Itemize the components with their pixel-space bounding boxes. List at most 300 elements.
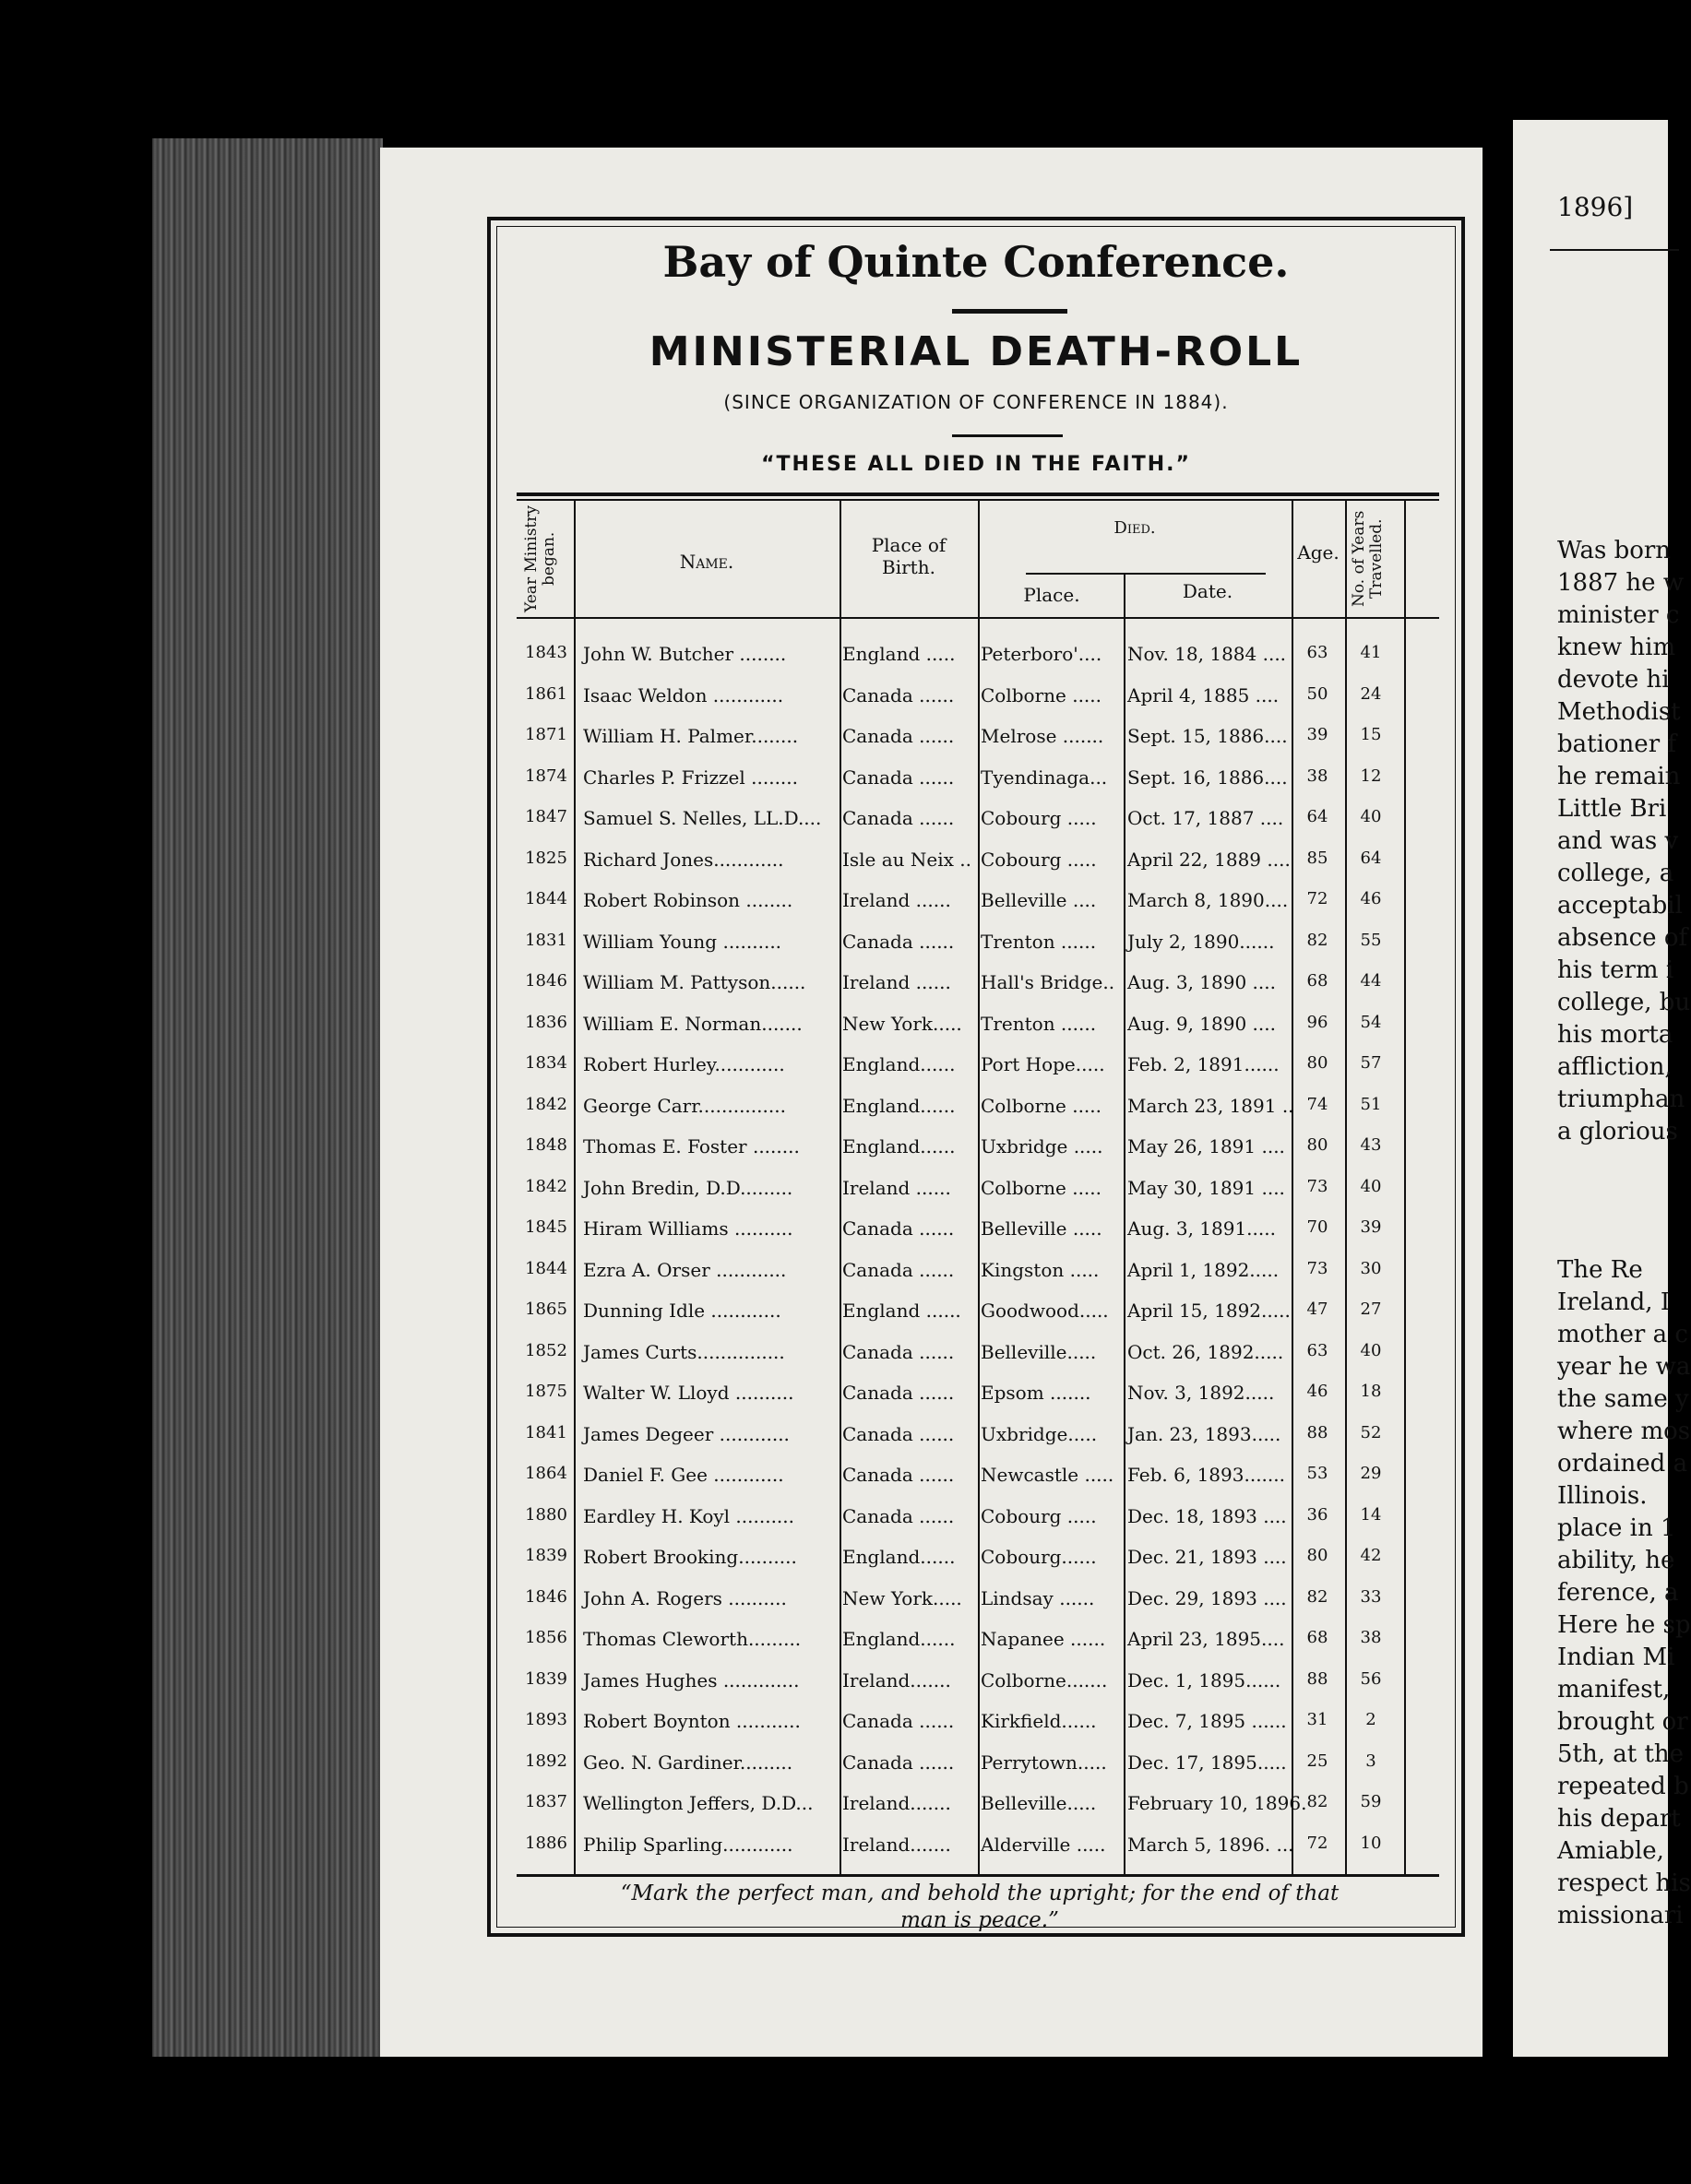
- cell-date: Dec. 18, 1893 ....: [1127, 1504, 1287, 1527]
- cell-date: April 23, 1895....: [1127, 1628, 1285, 1650]
- cell-place: Trenton ......: [981, 930, 1097, 953]
- cell-year: 1834: [525, 1053, 567, 1073]
- cell-name: Walter W. Lloyd ..........: [583, 1382, 794, 1404]
- conference-title: Bay of Quinte Conference.: [662, 237, 1290, 287]
- cell-place: Belleville ....: [981, 889, 1097, 911]
- subtitle-rule: [952, 434, 1063, 437]
- cell-year: 1874: [525, 766, 567, 786]
- cell-birth: Ireland.......: [842, 1792, 951, 1814]
- main-title: MINISTERIAL DEATH-ROLL: [649, 328, 1304, 375]
- cell-years: 18: [1360, 1382, 1382, 1401]
- table-row: [517, 675, 1439, 716]
- cell-years: 55: [1360, 930, 1382, 950]
- cell-years: 40: [1360, 807, 1382, 826]
- cell-years: 39: [1360, 1217, 1382, 1237]
- cell-date: April 4, 1885 ....: [1127, 683, 1280, 706]
- cell-birth: Ireland ......: [842, 1176, 951, 1199]
- cell-name: Geo. N. Gardiner.........: [583, 1751, 793, 1774]
- cell-year: 1836: [525, 1012, 567, 1032]
- right-page-line: he remain: [1557, 763, 1681, 790]
- cell-age: 82: [1306, 930, 1328, 950]
- cell-birth: Canada ......: [842, 1710, 955, 1732]
- cell-year: 1843: [525, 643, 567, 662]
- cell-place: Perrytown.....: [981, 1751, 1107, 1774]
- right-page-line: where mos: [1557, 1418, 1691, 1445]
- right-page-header: 1896]: [1557, 192, 1634, 222]
- cell-age: 46: [1306, 1382, 1328, 1401]
- right-page-line: minister c: [1557, 601, 1680, 629]
- cell-birth: Canada ......: [842, 683, 955, 706]
- cell-age: 53: [1306, 1464, 1328, 1483]
- cell-date: March 8, 1890....: [1127, 889, 1289, 911]
- cell-birth: England......: [842, 1094, 956, 1117]
- died-subheader-rule: [1026, 573, 1266, 575]
- right-page-line: ordained a: [1557, 1450, 1688, 1478]
- right-page-line: Was born: [1557, 537, 1672, 564]
- cell-year: 1825: [525, 848, 567, 868]
- cell-year: 1865: [525, 1300, 567, 1319]
- table-row: [517, 1578, 1439, 1619]
- cell-name: Wellington Jeffers, D.D...: [583, 1792, 814, 1814]
- cell-years: 10: [1360, 1833, 1382, 1853]
- cell-name: Robert Brooking..........: [583, 1546, 797, 1568]
- cell-birth: Isle au Neix ..: [842, 848, 971, 871]
- cell-year: 1839: [525, 1668, 567, 1689]
- cell-age: 73: [1306, 1176, 1328, 1196]
- right-page-line: his morta: [1557, 1021, 1673, 1049]
- cell-name: William M. Pattyson......: [583, 971, 806, 993]
- table-row: [517, 1044, 1439, 1085]
- cell-date: Dec. 1, 1895......: [1127, 1668, 1281, 1691]
- cell-year: 1844: [525, 889, 567, 908]
- cell-name: Dunning Idle ............: [583, 1300, 781, 1322]
- cell-place: Newcastle .....: [981, 1464, 1114, 1486]
- cell-name: Thomas E. Foster ........: [583, 1135, 800, 1157]
- cell-years: 24: [1360, 683, 1382, 704]
- cell-years: 33: [1360, 1586, 1382, 1607]
- cell-age: 63: [1306, 643, 1328, 662]
- table-row: [517, 1537, 1439, 1577]
- cell-date: Dec. 7, 1895 ......: [1127, 1710, 1287, 1732]
- cell-date: March 5, 1896. ...: [1127, 1833, 1294, 1856]
- cell-birth: Canada ......: [842, 725, 955, 747]
- cell-name: James Curts...............: [583, 1340, 785, 1363]
- cell-years: 30: [1360, 1258, 1382, 1278]
- cell-age: 63: [1306, 1340, 1328, 1360]
- cell-year: 1847: [525, 807, 567, 826]
- right-page-fragment: [1513, 120, 1691, 2057]
- cell-date: April 22, 1889 ....: [1127, 848, 1291, 871]
- right-page-rule: [1550, 249, 1679, 251]
- cell-date: Oct. 26, 1892.....: [1127, 1340, 1284, 1363]
- cell-age: 70: [1306, 1217, 1328, 1237]
- table-row: [517, 1742, 1439, 1783]
- cell-years: 27: [1360, 1300, 1382, 1319]
- cell-years: 40: [1360, 1340, 1382, 1360]
- table-row: [517, 1783, 1439, 1823]
- cell-year: 1842: [525, 1176, 567, 1196]
- table-row: [517, 1701, 1439, 1741]
- cell-birth: New York.....: [842, 1586, 962, 1609]
- cell-date: Dec. 21, 1893 ....: [1127, 1546, 1287, 1568]
- right-page-line: respect his: [1557, 1869, 1691, 1897]
- table-row: [517, 1619, 1439, 1659]
- cell-year: 1844: [525, 1258, 567, 1278]
- cell-year: 1852: [525, 1340, 567, 1360]
- cell-year: 1864: [525, 1464, 567, 1483]
- title-rule: [952, 309, 1067, 314]
- cell-year: 1886: [525, 1833, 567, 1853]
- cell-place: Colborne .....: [981, 683, 1102, 706]
- cell-name: Hiram Williams ..........: [583, 1217, 793, 1240]
- cell-place: Cobourg......: [981, 1546, 1097, 1568]
- cell-date: April 1, 1892.....: [1127, 1258, 1280, 1281]
- right-page-line: Indian Mi: [1557, 1644, 1675, 1671]
- right-page-line: college, a: [1557, 860, 1674, 887]
- cell-name: Robert Hurley............: [583, 1053, 785, 1075]
- cell-name: William Young ..........: [583, 930, 782, 953]
- right-page-line: The Re: [1557, 1256, 1643, 1284]
- table-row: [517, 716, 1439, 756]
- cell-year: 1846: [525, 1586, 567, 1607]
- cell-place: Cobourg .....: [981, 1504, 1097, 1527]
- cell-years: 57: [1360, 1053, 1382, 1073]
- right-page-line: devote hi: [1557, 666, 1670, 694]
- cell-year: 1871: [525, 725, 567, 744]
- table-row: [517, 634, 1439, 674]
- cell-age: 74: [1306, 1094, 1328, 1114]
- cell-date: Aug. 3, 1891.....: [1127, 1217, 1276, 1240]
- table-row: [517, 1824, 1439, 1865]
- closing-quote: [546, 1881, 1413, 1934]
- cell-date: Dec. 17, 1895.....: [1127, 1751, 1287, 1774]
- cell-birth: England......: [842, 1135, 956, 1157]
- table-row: [517, 798, 1439, 838]
- cell-age: 25: [1306, 1751, 1328, 1771]
- cell-place: Colborne.......: [981, 1668, 1108, 1691]
- header-birth: Place of Birth.: [871, 534, 947, 578]
- header-year: Year Ministry began.: [522, 505, 558, 612]
- cell-years: 54: [1360, 1012, 1382, 1032]
- right-page-line: his term i: [1557, 956, 1674, 984]
- right-page-line: acceptabil: [1557, 892, 1683, 920]
- table-row: [517, 1290, 1439, 1331]
- right-page-line: knew him: [1557, 634, 1676, 661]
- table-row: [517, 1332, 1439, 1372]
- cell-name: Richard Jones............: [583, 848, 784, 871]
- quote-line-1: “Mark the perfect man, and behold the upright; for the end of that: [620, 1881, 1340, 1905]
- table-top-rule: [517, 493, 1439, 496]
- cell-date: Sept. 15, 1886....: [1127, 725, 1288, 747]
- cell-age: 31: [1306, 1710, 1328, 1729]
- cell-place: Cobourg .....: [981, 807, 1097, 829]
- cell-place: Colborne .....: [981, 1176, 1102, 1199]
- cell-year: 1839: [525, 1546, 567, 1565]
- cell-years: 46: [1360, 889, 1382, 908]
- cell-birth: Canada ......: [842, 1340, 955, 1363]
- cell-birth: Canada ......: [842, 766, 955, 789]
- right-page-line: Amiable,: [1557, 1837, 1664, 1865]
- cell-place: Peterboro'....: [981, 643, 1102, 665]
- cell-age: 88: [1306, 1668, 1328, 1689]
- cell-date: May 26, 1891 ....: [1127, 1135, 1285, 1157]
- cell-birth: Canada ......: [842, 1382, 955, 1404]
- cell-years: 41: [1360, 643, 1382, 662]
- cell-birth: Canada ......: [842, 1217, 955, 1240]
- cell-name: James Hughes .............: [583, 1668, 800, 1691]
- cell-birth: Canada ......: [842, 807, 955, 829]
- right-page-line: Methodist: [1557, 698, 1681, 726]
- cell-place: Trenton ......: [981, 1012, 1097, 1035]
- header-date: Date.: [1182, 580, 1233, 602]
- right-page-line: ability, he: [1557, 1547, 1675, 1574]
- right-page-line: affliction,: [1557, 1053, 1673, 1081]
- table-row: [517, 1086, 1439, 1126]
- right-page-line: and was v: [1557, 827, 1679, 855]
- cell-place: Belleville.....: [981, 1340, 1097, 1363]
- cell-year: 1831: [525, 930, 567, 950]
- cell-year: 1841: [525, 1422, 567, 1442]
- cell-date: Aug. 9, 1890 ....: [1127, 1012, 1276, 1035]
- cell-years: 3: [1365, 1751, 1376, 1771]
- cell-birth: Ireland ......: [842, 889, 951, 911]
- cell-birth: Canada ......: [842, 1504, 955, 1527]
- cell-place: Alderville .....: [981, 1833, 1106, 1856]
- table-row: [517, 962, 1439, 1003]
- cell-date: Nov. 3, 1892.....: [1127, 1382, 1275, 1404]
- cell-name: John Bredin, D.D.........: [583, 1176, 793, 1199]
- cell-year: 1846: [525, 971, 567, 991]
- book-page-edges: [152, 138, 383, 2057]
- cell-name: Robert Boynton ...........: [583, 1710, 801, 1732]
- cell-birth: Canada ......: [842, 1258, 955, 1281]
- table-row: [517, 757, 1439, 798]
- table-row: [517, 921, 1439, 962]
- cell-age: 73: [1306, 1258, 1328, 1278]
- cell-place: Kirkfield......: [981, 1710, 1097, 1732]
- header-name: Name.: [679, 551, 734, 573]
- cell-age: 80: [1306, 1135, 1328, 1155]
- cell-age: 47: [1306, 1300, 1328, 1319]
- cell-years: 56: [1360, 1668, 1382, 1689]
- cell-age: 38: [1306, 766, 1328, 786]
- cell-birth: New York.....: [842, 1012, 962, 1035]
- cell-years: 42: [1360, 1546, 1382, 1565]
- cell-year: 1845: [525, 1217, 567, 1237]
- right-page-line: Ireland, I: [1557, 1288, 1671, 1316]
- cell-birth: Canada ......: [842, 930, 955, 953]
- cell-place: Melrose .......: [981, 725, 1104, 747]
- subtitle: (SINCE ORGANIZATION OF CONFERENCE IN 1884).: [723, 391, 1229, 413]
- cell-date: Sept. 16, 1886....: [1127, 766, 1288, 789]
- cell-date: Jan. 23, 1893.....: [1127, 1422, 1281, 1445]
- table-row: [517, 1250, 1439, 1290]
- cell-place: Belleville.....: [981, 1792, 1097, 1814]
- cell-place: Uxbridge .....: [981, 1135, 1103, 1157]
- cell-age: 82: [1306, 1586, 1328, 1607]
- cell-years: 51: [1360, 1094, 1382, 1114]
- cell-birth: Canada ......: [842, 1751, 955, 1774]
- cell-age: 50: [1306, 683, 1328, 704]
- cell-age: 36: [1306, 1504, 1328, 1525]
- cell-years: 40: [1360, 1176, 1382, 1196]
- cell-place: Epsom .......: [981, 1382, 1091, 1404]
- cell-age: 85: [1306, 848, 1328, 868]
- cell-years: 2: [1365, 1710, 1376, 1729]
- cell-name: Isaac Weldon ............: [583, 683, 784, 706]
- cell-birth: Canada ......: [842, 1422, 955, 1445]
- cell-years: 12: [1360, 766, 1382, 786]
- cell-year: 1837: [525, 1792, 567, 1811]
- cell-years: 29: [1360, 1464, 1382, 1483]
- cell-name: George Carr...............: [583, 1094, 786, 1117]
- table-row: [517, 1126, 1439, 1167]
- header-years-travelled: No. of Years Travelled.: [1350, 510, 1386, 608]
- right-page-line: mother a c: [1557, 1321, 1688, 1348]
- cell-place: Cobourg .....: [981, 848, 1097, 871]
- motto: “THESE ALL DIED IN THE FAITH.”: [761, 453, 1191, 476]
- right-page-line: brought or: [1557, 1708, 1688, 1736]
- cell-year: 1861: [525, 683, 567, 704]
- cell-birth: England .....: [842, 643, 956, 665]
- table-bottom-rule: [517, 1874, 1439, 1877]
- cell-place: Kingston .....: [981, 1258, 1100, 1281]
- right-page-line: place in 1: [1557, 1514, 1676, 1542]
- cell-birth: Ireland.......: [842, 1668, 951, 1691]
- header-died: Died.: [1113, 518, 1156, 538]
- right-page-line: absence of: [1557, 924, 1688, 952]
- table-row: [517, 839, 1439, 880]
- table-row: [517, 1496, 1439, 1537]
- cell-place: Port Hope.....: [981, 1053, 1105, 1075]
- right-page-line: missionari: [1557, 1902, 1684, 1929]
- cell-years: 52: [1360, 1422, 1382, 1442]
- cell-year: 1842: [525, 1094, 567, 1114]
- right-page-line: a glorious: [1557, 1118, 1678, 1145]
- cell-date: February 10, 1896.: [1127, 1792, 1307, 1814]
- right-page-line: 5th, at the: [1557, 1740, 1685, 1768]
- cell-age: 88: [1306, 1422, 1328, 1442]
- cell-name: Robert Robinson ........: [583, 889, 793, 911]
- cell-year: 1848: [525, 1135, 567, 1155]
- cell-age: 68: [1306, 971, 1328, 991]
- right-page-line: manifest,: [1557, 1676, 1671, 1703]
- header-age: Age.: [1297, 541, 1340, 564]
- cell-year: 1893: [525, 1710, 567, 1729]
- cell-date: Feb. 2, 1891......: [1127, 1053, 1280, 1075]
- right-page-line: ference, a: [1557, 1579, 1679, 1607]
- cell-name: Philip Sparling............: [583, 1833, 793, 1856]
- cell-age: 68: [1306, 1628, 1328, 1647]
- right-page-line: the same y: [1557, 1385, 1689, 1413]
- table-row: [517, 1208, 1439, 1249]
- table-row: [517, 1454, 1439, 1495]
- right-page-line: Illinois.: [1557, 1482, 1648, 1510]
- right-page-line: 1887 he w: [1557, 569, 1685, 597]
- cell-years: 43: [1360, 1135, 1382, 1155]
- cell-date: Nov. 18, 1884 ....: [1127, 643, 1287, 665]
- right-page-line: his depart: [1557, 1805, 1681, 1833]
- cell-place: Belleville .....: [981, 1217, 1102, 1240]
- cell-birth: Ireland.......: [842, 1833, 951, 1856]
- cell-place: Tyendinaga...: [981, 766, 1108, 789]
- cell-place: Goodwood.....: [981, 1300, 1109, 1322]
- cell-age: 80: [1306, 1053, 1328, 1073]
- cell-year: 1875: [525, 1382, 567, 1401]
- cell-year: 1880: [525, 1504, 567, 1525]
- cell-birth: Ireland ......: [842, 971, 951, 993]
- cell-date: May 30, 1891 ....: [1127, 1176, 1285, 1199]
- cell-age: 80: [1306, 1546, 1328, 1565]
- cell-name: William H. Palmer........: [583, 725, 799, 747]
- cell-date: Dec. 29, 1893 ....: [1127, 1586, 1287, 1609]
- right-page-line: Little Bri: [1557, 795, 1667, 823]
- table-row: [517, 1660, 1439, 1701]
- table-row: [517, 880, 1439, 920]
- table-row: [517, 1414, 1439, 1454]
- cell-years: 38: [1360, 1628, 1382, 1647]
- cell-name: John A. Rogers ..........: [583, 1586, 787, 1609]
- cell-years: 44: [1360, 971, 1382, 991]
- cell-age: 82: [1306, 1792, 1328, 1811]
- cell-birth: England ......: [842, 1300, 961, 1322]
- cell-birth: Canada ......: [842, 1464, 955, 1486]
- cell-name: William E. Norman.......: [583, 1012, 803, 1035]
- cell-name: Samuel S. Nelles, LL.D....: [583, 807, 822, 829]
- cell-date: Aug. 3, 1890 ....: [1127, 971, 1276, 993]
- death-roll-frame: [487, 217, 1465, 1937]
- cell-years: 64: [1360, 848, 1382, 868]
- cell-date: Feb. 6, 1893.......: [1127, 1464, 1285, 1486]
- cell-age: 72: [1306, 889, 1328, 908]
- right-page-line: college, bu: [1557, 989, 1691, 1016]
- right-page-line: triumphan: [1557, 1086, 1685, 1113]
- cell-year: 1892: [525, 1751, 567, 1771]
- cell-name: Charles P. Frizzel ........: [583, 766, 798, 789]
- right-page-line: repeated b: [1557, 1773, 1689, 1800]
- cell-name: Ezra A. Orser ............: [583, 1258, 787, 1281]
- cell-place: Uxbridge.....: [981, 1422, 1098, 1445]
- table-row: [517, 1003, 1439, 1044]
- cell-date: March 23, 1891 ..: [1127, 1094, 1294, 1117]
- cell-age: 64: [1306, 807, 1328, 826]
- cell-name: Daniel F. Gee ............: [583, 1464, 784, 1486]
- right-page-line: bationer f: [1557, 730, 1677, 758]
- cell-place: Hall's Bridge..: [981, 971, 1115, 993]
- cell-birth: England......: [842, 1546, 956, 1568]
- cell-date: April 15, 1892.....: [1127, 1300, 1291, 1322]
- table-row: [517, 1372, 1439, 1413]
- cell-years: 59: [1360, 1792, 1382, 1811]
- cell-birth: England......: [842, 1628, 956, 1650]
- cell-place: Napanee ......: [981, 1628, 1106, 1650]
- quote-line-2: man is peace.”: [900, 1908, 1059, 1932]
- cell-date: Oct. 17, 1887 ....: [1127, 807, 1284, 829]
- right-page-line: year he wa: [1557, 1353, 1691, 1381]
- cell-years: 15: [1360, 725, 1382, 744]
- cell-years: 14: [1360, 1504, 1382, 1525]
- cell-year: 1856: [525, 1628, 567, 1647]
- cell-place: Colborne .....: [981, 1094, 1102, 1117]
- cell-name: Thomas Cleworth.........: [583, 1628, 802, 1650]
- table-row: [517, 1168, 1439, 1208]
- cell-birth: England......: [842, 1053, 956, 1075]
- cell-age: 72: [1306, 1833, 1328, 1853]
- cell-name: John W. Butcher ........: [583, 643, 787, 665]
- right-page-line: Here he sp: [1557, 1611, 1691, 1639]
- cell-name: Eardley H. Koyl ..........: [583, 1504, 795, 1527]
- cell-date: July 2, 1890......: [1127, 930, 1275, 953]
